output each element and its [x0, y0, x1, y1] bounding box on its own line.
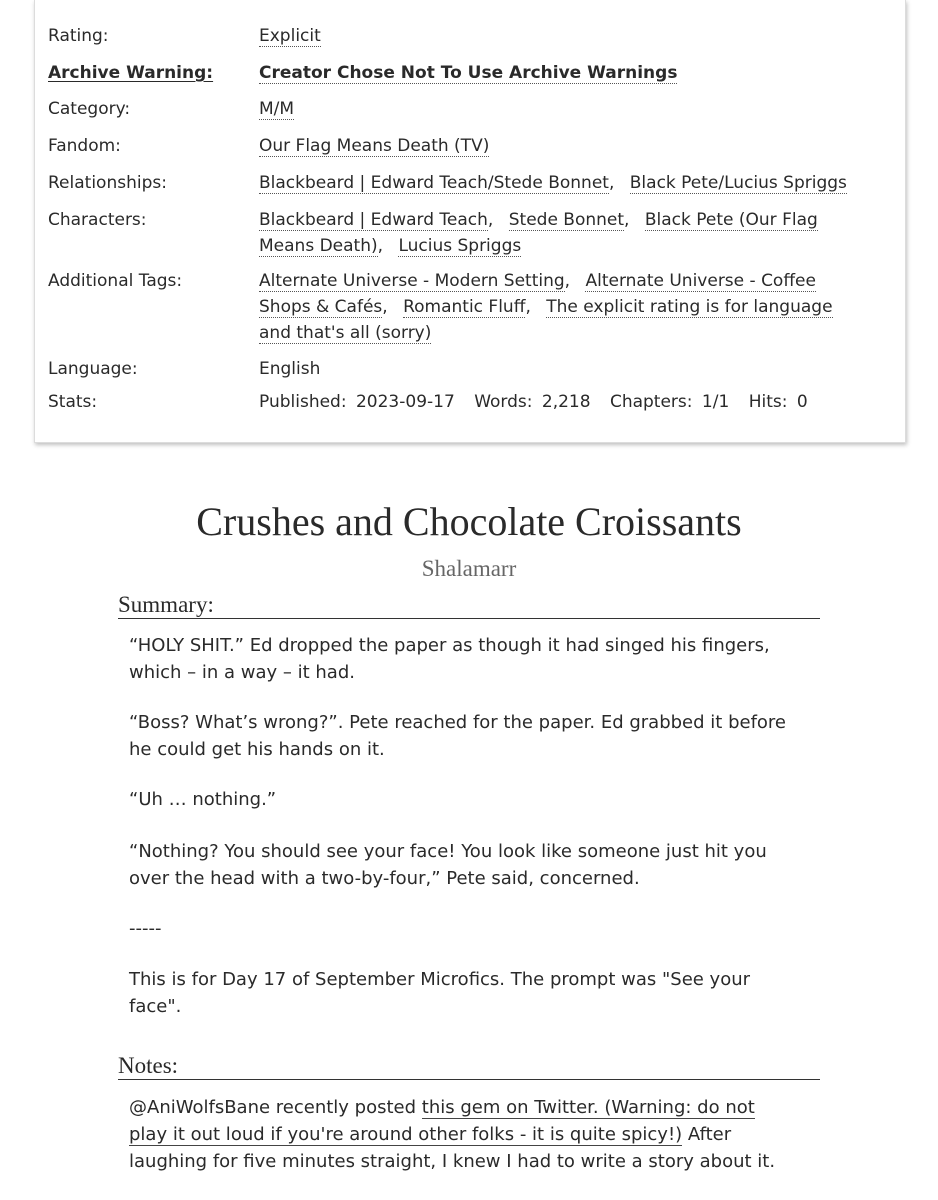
hits-label: Hits: — [748, 392, 788, 412]
summary-paragraph: “Nothing? You should see your face! You look like someone just hit you over the head with a two-by-four,” Pete said, concerned. — [129, 841, 767, 889]
relationship-tag[interactable]: Black Pete/Lucius Spriggs — [629, 173, 847, 193]
character-tag[interactable]: Blackbeard | Edward Teach — [259, 210, 488, 230]
notes-paragraph: @AniWolfsBane recently posted this gem on Twitter. (Warning: do not play it out loud if you're around other folks - it is quite spicy!) After laughing for five minutes straight, I knew I had to write a story about it. — [129, 1097, 776, 1172]
words-value: 2,218 — [541, 392, 591, 412]
tags-label: Additional Tags: — [48, 271, 183, 291]
language-label: Language: — [48, 359, 138, 379]
hits-value: 0 — [796, 392, 808, 412]
twitter-link[interactable]: play it out loud if you're around other folks - it is quite spicy!) — [129, 1124, 683, 1145]
category-tag[interactable]: M/M — [259, 99, 295, 119]
words-label: Words: — [474, 392, 533, 412]
chapters-label: Chapters: — [609, 392, 693, 412]
summary-heading: Summary: — [118, 592, 820, 619]
warning-tag[interactable]: Creator Chose Not To Use Archive Warnings — [259, 63, 678, 83]
notes-heading: Notes: — [118, 1053, 820, 1080]
warning-label[interactable]: Archive Warning: — [48, 63, 214, 83]
chapters-value: 1/1 — [701, 392, 730, 412]
summary-paragraph: “Uh … nothing.” — [129, 789, 277, 810]
summary-paragraph: This is for Day 17 of September Microfics. The prompt was "See your face". — [129, 969, 751, 1017]
published-label: Published: — [259, 392, 347, 412]
summary-paragraph: “HOLY SHIT.” Ed dropped the paper as though it had singed his fingers, which – in a way – it had. — [129, 635, 770, 683]
published-value: 2023-09-17 — [355, 392, 455, 412]
freeform-tag[interactable]: and that's all (sorry) — [259, 323, 432, 343]
twitter-link[interactable]: this gem on Twitter. (Warning: do not — [421, 1097, 755, 1118]
summary-paragraph: “Boss? What’s wrong?”. Pete reached for the paper. Ed grabbed it before he could get his hands on it. — [129, 712, 786, 760]
character-tag[interactable]: Means Death) — [259, 236, 378, 256]
rating-label: Rating: — [48, 26, 109, 46]
fandom-label: Fandom: — [48, 136, 121, 156]
stats-label: Stats: — [48, 392, 98, 412]
character-tag[interactable]: Lucius Spriggs — [398, 236, 522, 256]
characters-label: Characters: — [48, 210, 147, 230]
fandom-tag[interactable]: Our Flag Means Death (TV) — [259, 136, 490, 156]
freeform-tag[interactable]: Romantic Fluff — [403, 297, 526, 317]
category-label: Category: — [48, 99, 131, 119]
character-tag[interactable]: Black Pete (Our Flag — [644, 210, 818, 230]
freeform-tag[interactable]: Alternate Universe - Modern Setting — [259, 271, 565, 291]
author-name[interactable]: Shalamarr — [421, 556, 517, 581]
character-tag[interactable]: Stede Bonnet — [508, 210, 625, 230]
freeform-tag[interactable]: Alternate Universe - Coffee — [585, 271, 816, 291]
work-title: Crushes and Chocolate Croissants — [196, 499, 742, 544]
relationship-tag[interactable]: Blackbeard | Edward Teach/Stede Bonnet — [259, 173, 609, 193]
work-meta-panel: Rating: Explicit Archive Warning: Creator Chose Not To Use Archive Warnings Category: M/M Fandom: Our Flag Means Death (TV) Relationships: Blackbeard | Edward Teach/Stede Bonnet, Black Pete/Lucius Spriggs Characters: Blackbeard | Edward Teach, Stede Bonnet, Black Pete (Our Flag Means Death), Lucius Spriggs Additional Tags: Alternate Universe - Modern Setting, Alternate Universe - Coffee Shops & Cafés, Romantic Fluff, The explicit rating is for language and that's all (sorry) Language: English Stats: Published: 2023-09-17 Words: 2,218 Chapters: 1/1 Hits: 0 — [34, 0, 906, 443]
rating-tag[interactable]: Explicit — [259, 26, 321, 46]
freeform-tag[interactable]: The explicit rating is for language — [546, 297, 833, 317]
relationships-label: Relationships: — [48, 173, 167, 193]
freeform-tag[interactable]: Shops & Cafés — [259, 297, 383, 317]
language-value: English — [259, 359, 321, 379]
summary-divider: ----- — [129, 918, 162, 939]
